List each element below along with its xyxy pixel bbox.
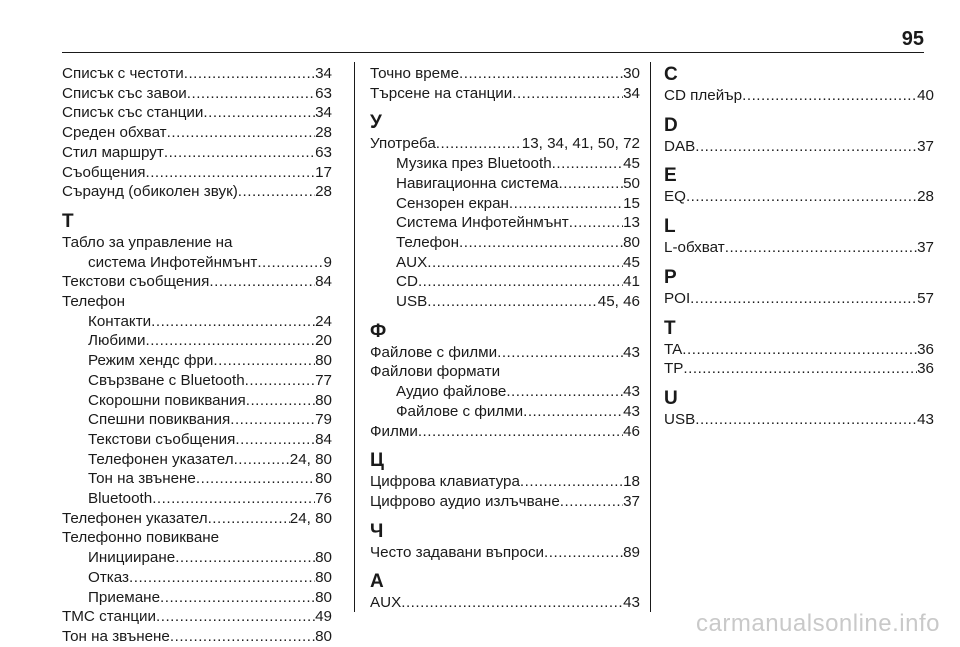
index-entry <box>370 84 640 104</box>
index-subentry <box>370 402 640 422</box>
index-letter-heading: D <box>664 114 678 136</box>
entry-page-ref: 18 <box>623 473 640 491</box>
entry-term: CD плейър <box>664 87 743 104</box>
entry-page-ref: 41 <box>623 273 640 291</box>
entry-page-ref: 28 <box>315 183 332 201</box>
entry-term: Стил маршрут <box>62 143 164 161</box>
index-entry <box>664 137 934 157</box>
entry-page-ref: 37 <box>917 137 934 155</box>
index-entry <box>370 362 640 382</box>
entry-page-ref: 24, 80 <box>289 509 332 527</box>
entry-term: L-обхват <box>664 239 725 257</box>
entry-term: система Инфотейнмънт <box>88 253 258 271</box>
entry-page-ref: 43 <box>623 343 640 361</box>
entry-term: DAB <box>664 137 696 155</box>
entry-page-ref: 50 <box>623 174 640 192</box>
header-rule <box>62 52 924 53</box>
dot-leader <box>418 422 623 442</box>
index-entry <box>62 627 332 647</box>
entry-term: Тон на звънене <box>62 627 170 645</box>
index-entry <box>62 64 332 84</box>
entry-term: Телефонен указател <box>88 450 234 468</box>
index-entry <box>62 233 332 253</box>
index-entry <box>370 422 640 442</box>
entry-term: TP <box>664 360 684 378</box>
index-letter-heading: Ч <box>370 520 384 542</box>
dot-leader <box>238 182 315 202</box>
index-letter-heading: Т <box>62 210 74 232</box>
dot-leader <box>245 371 315 391</box>
index-entry <box>62 272 332 292</box>
entry-page-ref: 24 <box>315 312 332 330</box>
entry-page-ref: 24, 80 <box>289 450 332 468</box>
dot-leader <box>506 382 623 402</box>
entry-page-ref: 80 <box>315 588 332 606</box>
dot-leader <box>203 103 315 123</box>
index-entry <box>370 593 640 613</box>
entry-term: Списък със станции <box>62 104 204 122</box>
entry-page-ref: 40 <box>917 87 934 104</box>
dot-leader <box>509 194 623 214</box>
index-entry <box>62 292 332 312</box>
index-subentry <box>62 430 332 450</box>
entry-term: Файлови формати <box>370 363 501 381</box>
entry-page-ref: 37 <box>623 492 640 510</box>
dot-leader <box>401 593 623 613</box>
entry-term: Телефон <box>396 233 460 251</box>
dot-leader <box>208 509 290 529</box>
entry-term: Тон на звънене <box>88 470 196 488</box>
dot-leader <box>683 359 917 379</box>
index-subentry <box>62 548 332 568</box>
dot-leader <box>145 163 315 183</box>
index-subentry <box>370 253 640 273</box>
entry-page-ref: 43 <box>623 594 640 612</box>
entry-page-ref: 80 <box>315 391 332 409</box>
dot-leader <box>213 351 315 371</box>
dot-leader <box>175 548 315 568</box>
entry-term: Сензорен екран <box>396 194 509 212</box>
entry-term: Списък със завои <box>62 84 187 102</box>
index-subentry <box>370 213 640 233</box>
entry-term: Употреба <box>370 135 436 153</box>
dot-leader <box>695 137 917 157</box>
dot-leader <box>682 340 917 360</box>
entry-term: CD <box>396 273 418 291</box>
dot-leader <box>459 233 623 253</box>
entry-term: Текстови съобщения <box>62 273 210 291</box>
index-subentry <box>370 194 640 214</box>
dot-leader <box>418 272 623 292</box>
entry-page-ref: 17 <box>315 163 332 181</box>
entry-page-ref: 36 <box>917 340 934 358</box>
index-subentry <box>62 391 332 411</box>
index-letter-heading: L <box>664 216 676 238</box>
entry-page-ref: 46 <box>623 422 640 440</box>
index-letter-heading: Ф <box>370 320 387 342</box>
dot-leader <box>170 627 315 647</box>
entry-term: AUX <box>396 253 428 271</box>
index-subentry <box>62 253 332 273</box>
entry-term: TA <box>664 340 683 358</box>
dot-leader <box>196 469 315 489</box>
entry-term: Иницииране <box>88 549 176 567</box>
entry-page-ref: 30 <box>623 65 640 82</box>
entry-page-ref: 80 <box>315 549 332 567</box>
index-letter-heading: T <box>664 317 676 339</box>
index-letter-heading: А <box>370 571 384 593</box>
index-subentry <box>370 154 640 174</box>
index-letter-heading: У <box>370 112 382 134</box>
dot-leader <box>152 489 315 509</box>
index-entry <box>62 182 332 202</box>
entry-term: Списък с честоти <box>62 65 184 82</box>
dot-leader <box>520 472 623 492</box>
dot-leader <box>512 84 623 104</box>
entry-term: AUX <box>370 594 402 612</box>
dot-leader <box>167 123 315 143</box>
entry-term: Спешни повиквания <box>88 411 231 429</box>
index-column-3 <box>664 64 934 430</box>
entry-page-ref: 80 <box>315 568 332 586</box>
entry-term: USB <box>396 293 428 311</box>
entry-term: Файлове с филми <box>370 343 498 361</box>
entry-term: Съобщения <box>62 163 146 181</box>
index-column-2 <box>370 64 640 613</box>
index-entry <box>62 163 332 183</box>
dot-leader <box>569 213 623 233</box>
dot-leader <box>235 430 315 450</box>
entry-page-ref: 89 <box>623 543 640 561</box>
entry-page-ref: 34 <box>623 84 640 102</box>
entry-term: Отказ <box>88 568 129 586</box>
index-entry <box>62 528 332 548</box>
index-entry <box>664 187 934 207</box>
dot-leader <box>686 187 917 207</box>
dot-leader <box>690 289 917 309</box>
index-subentry <box>370 174 640 194</box>
entry-page-ref: 84 <box>315 273 332 291</box>
entry-page-ref: 45 <box>623 155 640 173</box>
entry-page-ref: 28 <box>315 124 332 142</box>
entry-term: Телефонно повикване <box>62 529 220 547</box>
index-subentry <box>370 382 640 402</box>
entry-page-ref: 43 <box>917 410 934 428</box>
index-entry <box>62 84 332 104</box>
dot-leader <box>164 143 315 163</box>
entry-page-ref: 45, 46 <box>597 293 640 311</box>
index-letter-heading: E <box>664 165 677 187</box>
entry-page-ref: 80 <box>315 627 332 645</box>
entry-page-ref: 34 <box>315 65 332 82</box>
page-number: 95 <box>901 28 924 50</box>
entry-term: TMC станции <box>62 608 156 626</box>
index-entry <box>664 289 934 309</box>
entry-page-ref: 84 <box>315 430 332 448</box>
index-subentry <box>62 489 332 509</box>
entry-term: Телефонен указател <box>62 509 208 527</box>
entry-page-ref: 45 <box>623 253 640 271</box>
dot-leader <box>187 84 315 104</box>
entry-page-ref: 37 <box>917 239 934 257</box>
dot-leader <box>560 492 623 512</box>
index-letter-heading: C <box>664 64 678 85</box>
index-entry <box>62 103 332 123</box>
entry-term: Телефон <box>62 293 126 311</box>
dot-leader <box>552 154 623 174</box>
entry-term: USB <box>664 410 696 428</box>
entry-term: Режим хендс фри <box>88 352 214 370</box>
entry-term: Съраунд (обиколен звук) <box>62 183 238 201</box>
entry-term: EQ <box>664 188 686 206</box>
index-entry <box>370 134 640 154</box>
index-column-1 <box>62 64 332 647</box>
dot-leader <box>184 64 315 84</box>
column-divider <box>354 62 355 612</box>
index-subentry <box>62 450 332 470</box>
watermark: carmanualsonline.info <box>696 610 940 637</box>
entry-term: Файлове с филми <box>396 402 524 420</box>
entry-page-ref: 79 <box>315 411 332 429</box>
index-subentry <box>62 588 332 608</box>
entry-page-ref: 20 <box>315 332 332 350</box>
entry-page-ref: 63 <box>315 84 332 102</box>
index-entry <box>62 143 332 163</box>
index-letter-heading: U <box>664 387 678 409</box>
entry-term: Свързване с Bluetooth <box>88 371 245 389</box>
entry-page-ref: 13, 34, 41, 50, 72 <box>521 135 640 153</box>
index-subentry <box>62 410 332 430</box>
dot-leader <box>246 391 315 411</box>
entry-term: Скорошни повиквания <box>88 391 246 409</box>
entry-page-ref: 80 <box>315 470 332 488</box>
dot-leader <box>695 410 917 430</box>
index-entry <box>370 64 640 84</box>
dot-leader <box>558 174 623 194</box>
index-subentry <box>62 331 332 351</box>
entry-term: Често задавани въпроси <box>370 543 545 561</box>
entry-term: Среден обхват <box>62 124 167 142</box>
index-entry <box>62 607 332 627</box>
dot-leader <box>209 272 315 292</box>
dot-leader <box>427 292 598 312</box>
dot-leader <box>156 607 315 627</box>
index-subentry <box>62 371 332 391</box>
index-entry <box>62 509 332 529</box>
entry-term: Bluetooth <box>88 490 153 508</box>
dot-leader <box>129 568 315 588</box>
index-subentry <box>370 292 640 312</box>
dot-leader <box>742 86 917 106</box>
entry-page-ref: 80 <box>623 233 640 251</box>
index-entry <box>370 543 640 563</box>
column-divider <box>650 62 651 612</box>
index-subentry <box>62 312 332 332</box>
entry-term: Цифрово аудио излъчване <box>370 492 560 510</box>
entry-term: Аудио файлове <box>396 383 507 401</box>
dot-leader <box>497 343 623 363</box>
dot-leader <box>234 450 290 470</box>
dot-leader <box>145 331 315 351</box>
entry-term: Любими <box>88 332 146 350</box>
entry-page-ref: 63 <box>315 143 332 161</box>
entry-page-ref: 36 <box>917 360 934 378</box>
index-entry <box>664 340 934 360</box>
index-subentry <box>370 272 640 292</box>
entry-term: Музика през Bluetooth <box>396 155 552 173</box>
index-subentry <box>62 469 332 489</box>
entry-term: Навигационна система <box>396 174 559 192</box>
entry-page-ref: 15 <box>623 194 640 212</box>
entry-page-ref: 57 <box>917 289 934 307</box>
entry-page-ref: 28 <box>917 188 934 206</box>
index-entry <box>664 86 934 106</box>
dot-leader <box>725 238 917 258</box>
entry-term: Точно време <box>370 65 460 82</box>
dot-leader <box>436 134 522 154</box>
index-entry <box>62 123 332 143</box>
entry-page-ref: 49 <box>315 608 332 626</box>
index-subentry <box>62 568 332 588</box>
index-entry <box>664 238 934 258</box>
entry-term: Търсене на станции <box>370 84 513 102</box>
entry-term: Табло за управление на <box>62 233 233 251</box>
index-entry <box>370 343 640 363</box>
index-entry <box>370 492 640 512</box>
entry-page-ref: 13 <box>623 214 640 232</box>
dot-leader <box>459 64 623 84</box>
entry-page-ref: 43 <box>623 402 640 420</box>
entry-term: Система Инфотейнмънт <box>396 214 569 232</box>
entry-page-ref: 77 <box>315 371 332 389</box>
entry-term: POI <box>664 289 691 307</box>
entry-page-ref: 80 <box>315 352 332 370</box>
index-letter-heading: Ц <box>370 450 384 472</box>
entry-term: Приемане <box>88 588 161 606</box>
entry-term: Филми <box>370 422 418 440</box>
dot-leader <box>523 402 623 422</box>
index-entry <box>664 359 934 379</box>
dot-leader <box>257 253 323 273</box>
entry-page-ref: 34 <box>315 104 332 122</box>
dot-leader <box>160 588 315 608</box>
dot-leader <box>544 543 623 563</box>
index-letter-heading: P <box>664 266 677 288</box>
entry-term: Текстови съобщения <box>88 430 236 448</box>
index-subentry <box>62 351 332 371</box>
entry-page-ref: 9 <box>323 253 332 271</box>
index-entry <box>370 472 640 492</box>
index-entry <box>664 410 934 430</box>
dot-leader <box>151 312 315 332</box>
dot-leader <box>427 253 623 273</box>
entry-term: Цифрова клавиатура <box>370 473 520 491</box>
entry-page-ref: 76 <box>315 490 332 508</box>
dot-leader <box>230 410 315 430</box>
index-subentry <box>370 233 640 253</box>
entry-page-ref: 43 <box>623 383 640 401</box>
entry-term: Контакти <box>88 312 152 330</box>
